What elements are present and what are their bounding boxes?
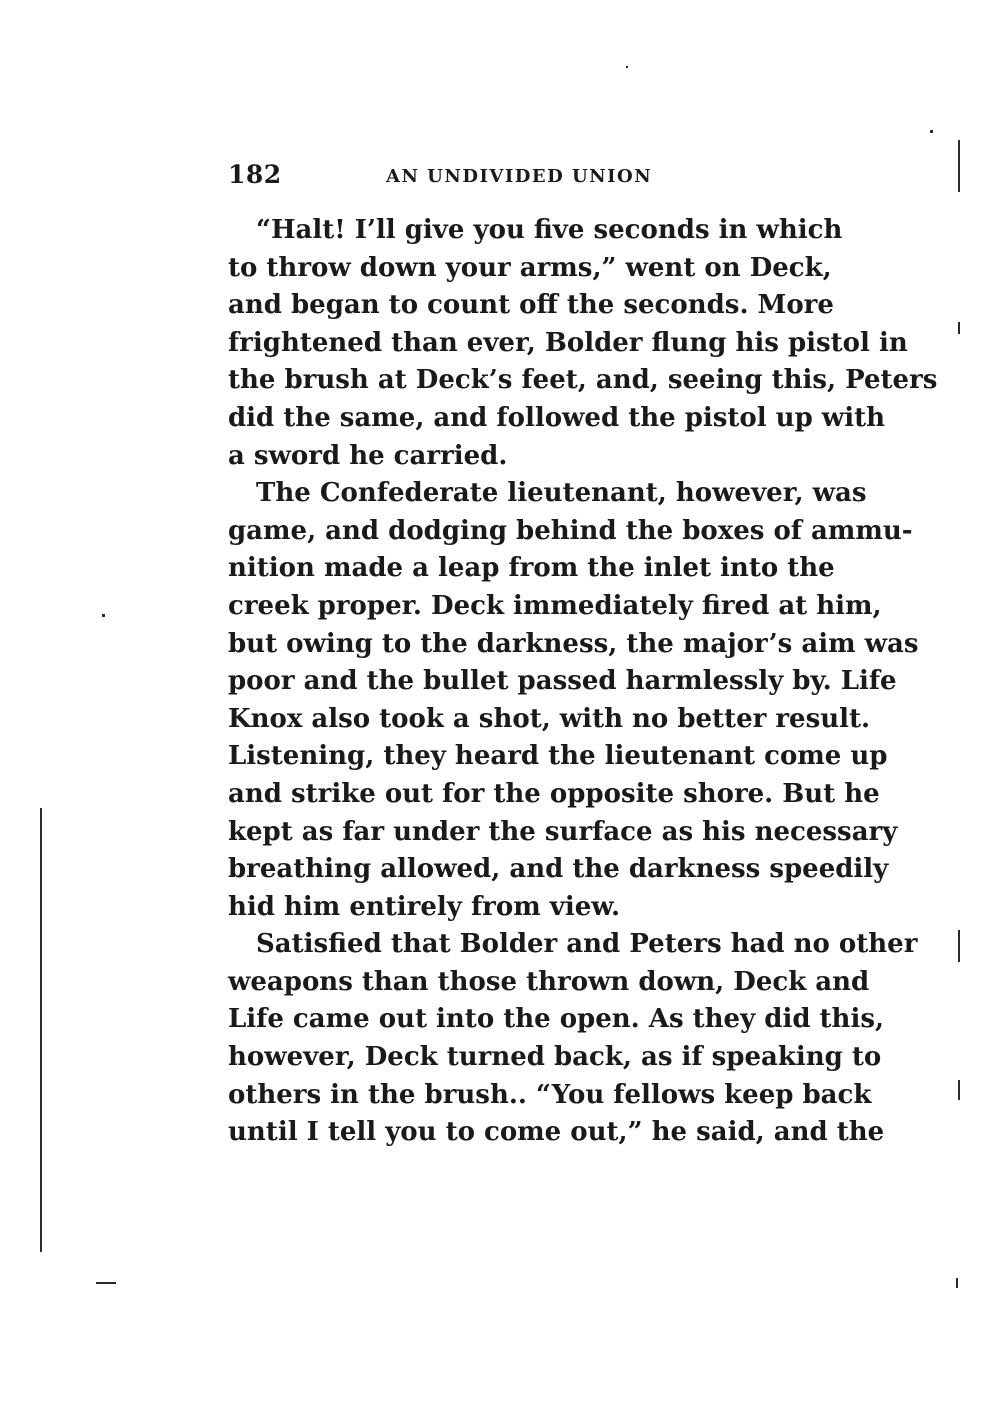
scan-artifact-mark [958, 140, 960, 192]
paragraph-2 [228, 475, 919, 926]
scan-artifact-mark [40, 808, 42, 1252]
scan-artifact-mark [96, 1282, 116, 1284]
text-line: the brush at Deck’s feet, and, seeing this, Peters [228, 365, 938, 396]
body-text [228, 212, 938, 1152]
text-line: hid him entirely from view. [228, 891, 621, 922]
text-line: to throw down your arms,” went on Deck, [228, 252, 832, 283]
text-line: others in the brush.. “You fellows keep back [228, 1079, 872, 1110]
paragraph-1 [228, 212, 938, 475]
text-line: creek proper. Deck immediately fired at him, [228, 590, 882, 621]
text-line: weapons than those thrown down, Deck and [228, 966, 870, 997]
text-line: poor and the bullet passed harmlessly by. Life [228, 666, 897, 697]
scan-artifact-mark [958, 1080, 960, 1100]
scan-artifact-mark [956, 1278, 958, 1288]
text-line: Listening, they heard the lieutenant come up [228, 741, 888, 772]
scan-artifact-mark [626, 66, 628, 68]
text-line: game, and dodging behind the boxes of ammu- [228, 515, 913, 546]
text-line: and strike out for the opposite shore. But he [228, 778, 880, 809]
scan-artifact-mark [958, 930, 960, 962]
running-head: AN UNDIVIDED UNION [386, 166, 653, 187]
text-line: kept as far under the surface as his necessary [228, 816, 898, 847]
text-line: a sword he carried. [228, 440, 508, 471]
text-line: until I tell you to come out,” he said, and the [228, 1117, 885, 1148]
text-line: Life came out into the open. As they did this, [228, 1004, 885, 1035]
text-line: breathing allowed, and the darkness speedily [228, 854, 889, 885]
text-line: Satisfied that Bolder and Peters had no other [256, 929, 918, 960]
text-line: The Confederate lieutenant, however, was [256, 478, 867, 509]
scan-artifact-mark [930, 130, 933, 133]
scan-artifact-mark [958, 322, 960, 334]
text-line: did the same, and followed the pistol up with [228, 402, 885, 433]
scan-artifact-mark [102, 614, 105, 617]
text-line: nition made a leap from the inlet into the [228, 553, 835, 584]
page-header [228, 160, 828, 192]
text-line: Knox also took a shot, with no better result. [228, 703, 871, 734]
page-number: 182 [228, 160, 282, 189]
text-line: “Halt! I’ll give you five seconds in which [256, 215, 843, 245]
text-line: but owing to the darkness, the major’s aim was [228, 628, 919, 659]
text-line: frightened than ever, Bolder flung his pistol in [228, 327, 908, 358]
text-line: however, Deck turned back, as if speaking to [228, 1042, 882, 1073]
text-line: and began to count off the seconds. More [228, 290, 834, 321]
paragraph-3 [228, 926, 918, 1152]
